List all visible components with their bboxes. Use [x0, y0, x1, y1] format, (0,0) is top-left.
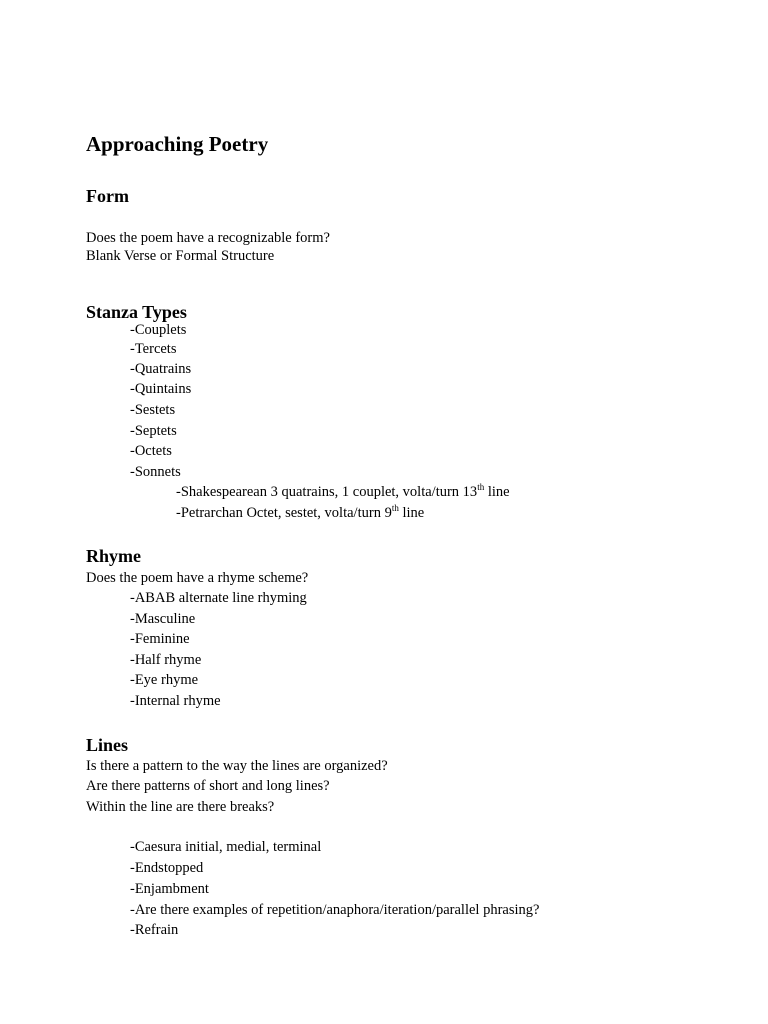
rhyme-item: -ABAB alternate line rhyming — [130, 590, 307, 606]
rhyme-question: Does the poem have a rhyme scheme? — [86, 570, 309, 586]
ordinal-suffix: th — [477, 482, 485, 492]
stanza-type-item: -Sestets — [130, 402, 176, 418]
stanza-type-item: -Septets — [130, 423, 177, 439]
rhyme-item: -Half rhyme — [130, 652, 202, 668]
section-heading-rhyme: Rhyme — [86, 546, 141, 566]
lines-question: Is there a pattern to the way the lines are organized? — [86, 758, 388, 774]
section-heading-stanza-types: Stanza Types — [86, 302, 187, 322]
section-heading-form: Form — [86, 186, 129, 206]
stanza-type-item: -Tercets — [130, 341, 177, 357]
stanza-type-item: -Couplets — [130, 322, 187, 338]
sonnet-subtype-tail: line — [484, 484, 510, 500]
stanza-type-item: -Sonnets — [130, 464, 181, 480]
sonnet-subtype-shakespearean — [176, 482, 510, 500]
sonnet-subtype-petrarchan — [176, 503, 425, 521]
lines-question: Are there patterns of short and long lines? — [86, 778, 330, 794]
lines-item: -Caesura initial, medial, terminal — [130, 839, 322, 855]
stanza-type-item: -Quintains — [130, 381, 192, 397]
rhyme-item: -Masculine — [130, 611, 196, 627]
form-line: Does the poem have a recognizable form? — [86, 230, 330, 246]
stanza-type-item: -Quatrains — [130, 361, 192, 377]
lines-question: Within the line are there breaks? — [86, 799, 275, 815]
lines-item: -Are there examples of repetition/anaphora/iteration/parallel phrasing? — [130, 902, 540, 918]
ordinal-suffix: th — [391, 503, 399, 513]
section-heading-lines: Lines — [86, 735, 129, 755]
page-title: Approaching Poetry — [86, 132, 269, 156]
rhyme-item: -Feminine — [130, 631, 190, 647]
stanza-type-item: -Octets — [130, 443, 172, 459]
rhyme-item: -Eye rhyme — [130, 672, 199, 688]
sonnet-subtype-text: -Petrarchan Octet, sestet, volta/turn 9 — [176, 505, 392, 521]
sonnet-subtype-text: -Shakespearean 3 quatrains, 1 couplet, volta/turn 13 — [176, 484, 478, 500]
lines-item: -Enjambment — [130, 881, 209, 897]
lines-item: -Endstopped — [130, 860, 204, 876]
form-line: Blank Verse or Formal Structure — [86, 248, 275, 264]
lines-item: -Refrain — [130, 922, 179, 938]
rhyme-item: -Internal rhyme — [130, 693, 221, 709]
sonnet-subtype-tail: line — [398, 505, 425, 521]
